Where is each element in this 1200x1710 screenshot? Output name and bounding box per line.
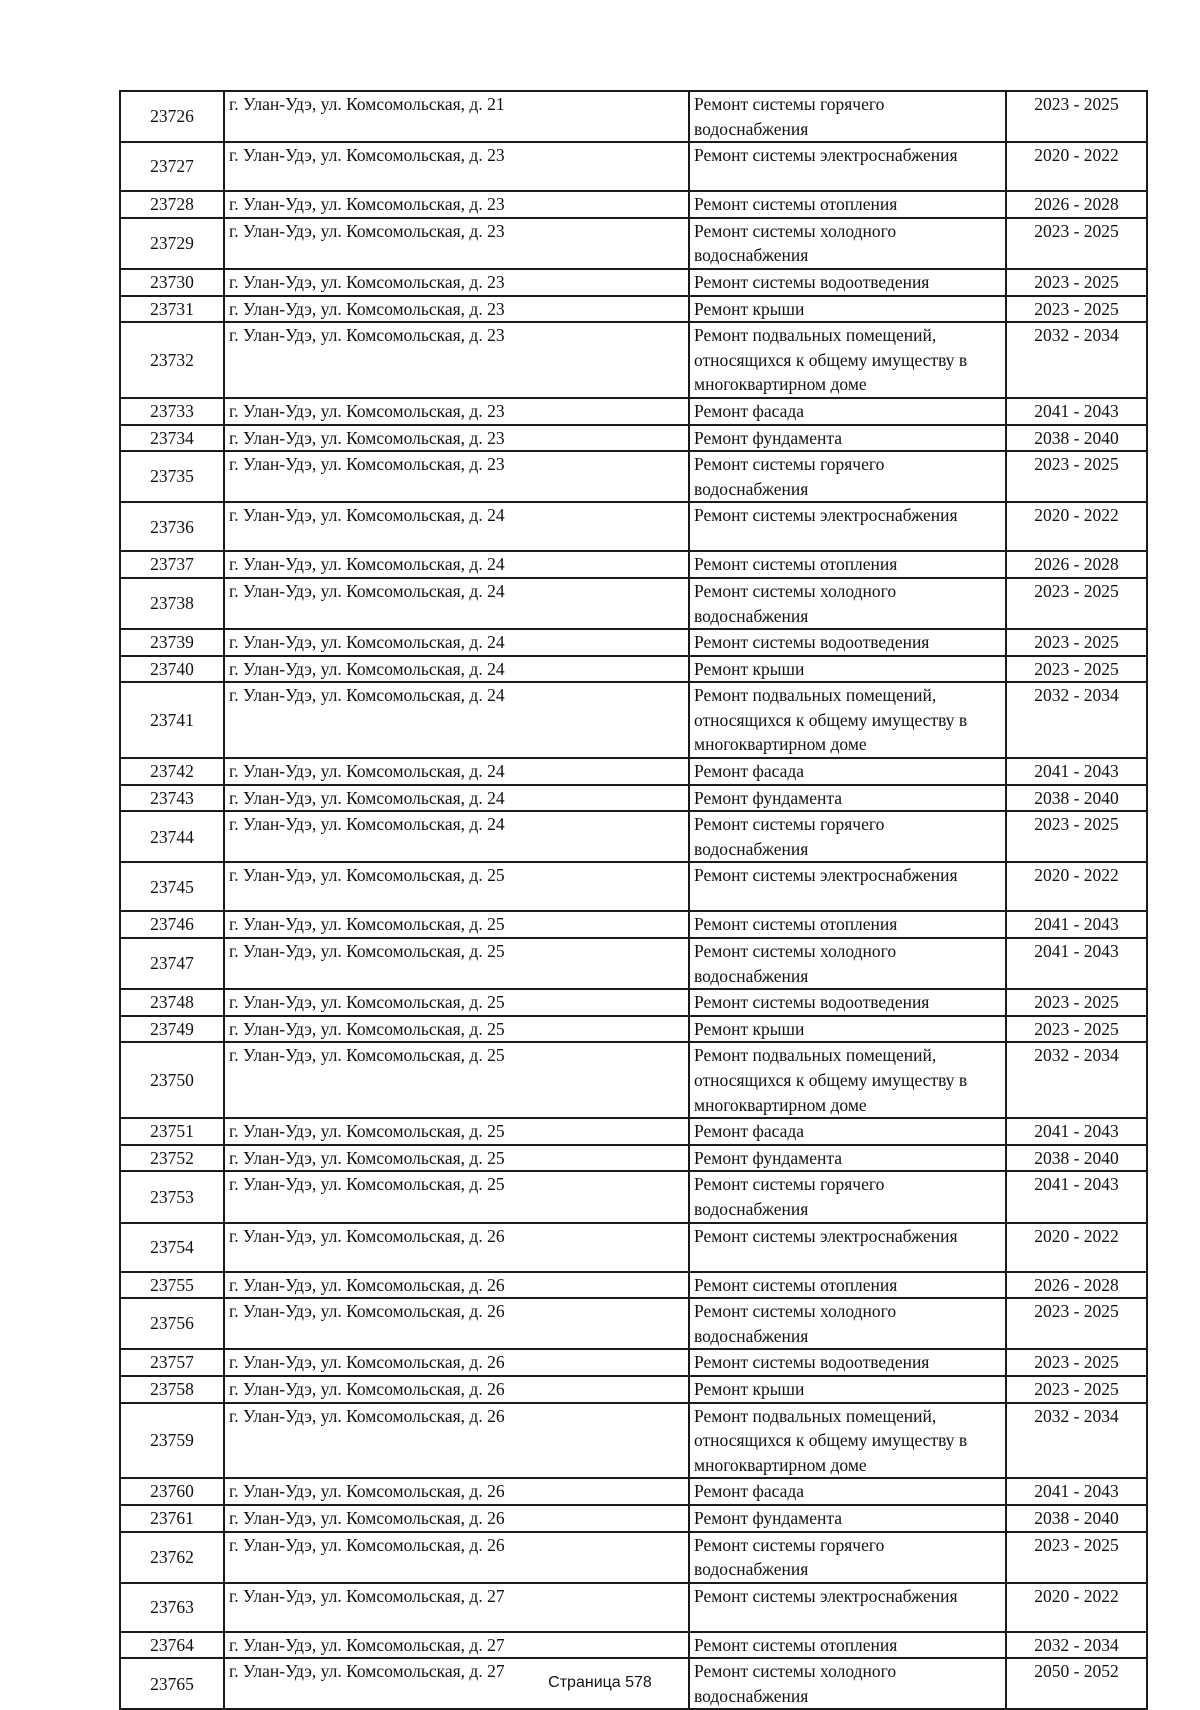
period-cell: 2038 - 2040: [1006, 1505, 1147, 1532]
address-cell: г. Улан-Удэ, ул. Комсомольская, д. 24: [224, 785, 689, 812]
work-type-cell: Ремонт фундамента: [689, 1145, 1006, 1172]
row-number: 23738: [120, 578, 224, 629]
table-row: [120, 862, 1147, 911]
row-number: 23729: [120, 218, 224, 269]
address-cell: г. Улан-Удэ, ул. Комсомольская, д. 25: [224, 1171, 689, 1222]
table-row: [120, 1272, 1147, 1299]
table-row: [120, 1118, 1147, 1145]
row-number: 23726: [120, 91, 224, 142]
table-row: [120, 91, 1147, 142]
table-row: [120, 578, 1147, 629]
period-cell: 2026 - 2028: [1006, 1272, 1147, 1299]
row-number: 23733: [120, 398, 224, 425]
work-type-cell: Ремонт системы водоотведения: [689, 1349, 1006, 1376]
period-cell: 2041 - 2043: [1006, 911, 1147, 938]
period-cell: 2032 - 2034: [1006, 682, 1147, 758]
period-cell: 2023 - 2025: [1006, 296, 1147, 323]
table-row: [120, 1223, 1147, 1272]
row-number: 23756: [120, 1298, 224, 1349]
table-row: [120, 1376, 1147, 1403]
row-number: 23752: [120, 1145, 224, 1172]
row-number: 23759: [120, 1403, 224, 1479]
row-number: 23762: [120, 1532, 224, 1583]
address-cell: г. Улан-Удэ, ул. Комсомольская, д. 24: [224, 811, 689, 862]
period-cell: 2032 - 2034: [1006, 322, 1147, 398]
row-number: 23758: [120, 1376, 224, 1403]
address-cell: г. Улан-Удэ, ул. Комсомольская, д. 24: [224, 578, 689, 629]
work-type-cell: Ремонт системы электроснабжения: [689, 1583, 1006, 1632]
work-type-cell: Ремонт системы горячего водоснабжения: [689, 91, 1006, 142]
period-cell: 2023 - 2025: [1006, 451, 1147, 502]
row-number: 23751: [120, 1118, 224, 1145]
work-type-cell: Ремонт системы холодного водоснабжения: [689, 218, 1006, 269]
work-type-cell: Ремонт системы горячего водоснабжения: [689, 811, 1006, 862]
row-number: 23763: [120, 1583, 224, 1632]
period-cell: 2038 - 2040: [1006, 785, 1147, 812]
document-page: [119, 90, 1146, 1710]
table-row: [120, 1171, 1147, 1222]
period-cell: 2041 - 2043: [1006, 1478, 1147, 1505]
period-cell: 2023 - 2025: [1006, 578, 1147, 629]
work-type-cell: Ремонт системы горячего водоснабжения: [689, 451, 1006, 502]
period-cell: 2041 - 2043: [1006, 938, 1147, 989]
page-number: Страница 578: [548, 1674, 652, 1691]
address-cell: г. Улан-Удэ, ул. Комсомольская, д. 24: [224, 758, 689, 785]
work-type-cell: Ремонт системы отопления: [689, 911, 1006, 938]
row-number: 23765: [120, 1658, 224, 1709]
period-cell: 2041 - 2043: [1006, 758, 1147, 785]
row-number: 23748: [120, 989, 224, 1016]
table-row: [120, 1632, 1147, 1659]
work-type-cell: Ремонт системы отопления: [689, 551, 1006, 578]
table-row: [120, 1042, 1147, 1118]
work-type-cell: Ремонт крыши: [689, 656, 1006, 683]
table-row: [120, 1349, 1147, 1376]
address-cell: г. Улан-Удэ, ул. Комсомольская, д. 26: [224, 1478, 689, 1505]
address-cell: г. Улан-Удэ, ул. Комсомольская, д. 23: [224, 296, 689, 323]
work-type-cell: Ремонт подвальных помещений, относящихся к общему имуществу в многоквартирном доме: [689, 1042, 1006, 1118]
row-number: 23737: [120, 551, 224, 578]
row-number: 23760: [120, 1478, 224, 1505]
period-cell: 2023 - 2025: [1006, 1016, 1147, 1043]
period-cell: 2050 - 2052: [1006, 1658, 1147, 1709]
work-type-cell: Ремонт системы горячего водоснабжения: [689, 1171, 1006, 1222]
address-cell: г. Улан-Удэ, ул. Комсомольская, д. 26: [224, 1298, 689, 1349]
work-type-cell: Ремонт системы отопления: [689, 1272, 1006, 1299]
table-row: [120, 1478, 1147, 1505]
period-cell: 2041 - 2043: [1006, 1171, 1147, 1222]
table-row: [120, 425, 1147, 452]
address-cell: г. Улан-Удэ, ул. Комсомольская, д. 25: [224, 1042, 689, 1118]
period-cell: 2023 - 2025: [1006, 629, 1147, 656]
table-row: [120, 682, 1147, 758]
table-row: [120, 551, 1147, 578]
period-cell: 2023 - 2025: [1006, 1376, 1147, 1403]
work-type-cell: Ремонт системы холодного водоснабжения: [689, 1298, 1006, 1349]
table-row: [120, 398, 1147, 425]
table-row: [120, 785, 1147, 812]
table-row: [120, 911, 1147, 938]
row-number: 23727: [120, 142, 224, 191]
address-cell: г. Улан-Удэ, ул. Комсомольская, д. 25: [224, 1145, 689, 1172]
row-number: 23730: [120, 269, 224, 296]
period-cell: 2023 - 2025: [1006, 811, 1147, 862]
period-cell: 2032 - 2034: [1006, 1042, 1147, 1118]
work-type-cell: Ремонт фасада: [689, 758, 1006, 785]
table-row: [120, 1505, 1147, 1532]
period-cell: 2023 - 2025: [1006, 91, 1147, 142]
period-cell: 2020 - 2022: [1006, 142, 1147, 191]
work-type-cell: Ремонт системы водоотведения: [689, 989, 1006, 1016]
row-number: 23754: [120, 1223, 224, 1272]
table-row: [120, 269, 1147, 296]
address-cell: г. Улан-Удэ, ул. Комсомольская, д. 27: [224, 1658, 689, 1709]
period-cell: 2038 - 2040: [1006, 425, 1147, 452]
address-cell: г. Улан-Удэ, ул. Комсомольская, д. 26: [224, 1349, 689, 1376]
row-number: 23744: [120, 811, 224, 862]
row-number: 23743: [120, 785, 224, 812]
period-cell: 2023 - 2025: [1006, 1349, 1147, 1376]
work-type-cell: Ремонт системы водоотведения: [689, 629, 1006, 656]
row-number: 23736: [120, 502, 224, 551]
row-number: 23728: [120, 191, 224, 218]
period-cell: 2023 - 2025: [1006, 1532, 1147, 1583]
table-row: [120, 1016, 1147, 1043]
row-number: 23747: [120, 938, 224, 989]
work-type-cell: Ремонт подвальных помещений, относящихся к общему имуществу в многоквартирном доме: [689, 322, 1006, 398]
address-cell: г. Улан-Удэ, ул. Комсомольская, д. 26: [224, 1532, 689, 1583]
period-cell: 2023 - 2025: [1006, 989, 1147, 1016]
table-row: [120, 811, 1147, 862]
address-cell: г. Улан-Удэ, ул. Комсомольская, д. 24: [224, 629, 689, 656]
work-type-cell: Ремонт системы водоотведения: [689, 269, 1006, 296]
row-number: 23761: [120, 1505, 224, 1532]
address-cell: г. Улан-Удэ, ул. Комсомольская, д. 25: [224, 862, 689, 911]
row-number: 23734: [120, 425, 224, 452]
work-type-cell: Ремонт фасада: [689, 1478, 1006, 1505]
row-number: 23735: [120, 451, 224, 502]
row-number: 23746: [120, 911, 224, 938]
row-number: 23749: [120, 1016, 224, 1043]
table-body: [120, 91, 1147, 1709]
period-cell: 2026 - 2028: [1006, 551, 1147, 578]
period-cell: 2020 - 2022: [1006, 862, 1147, 911]
address-cell: г. Улан-Удэ, ул. Комсомольская, д. 23: [224, 398, 689, 425]
address-cell: г. Улан-Удэ, ул. Комсомольская, д. 23: [224, 191, 689, 218]
address-cell: г. Улан-Удэ, ул. Комсомольская, д. 26: [224, 1272, 689, 1299]
row-number: 23750: [120, 1042, 224, 1118]
work-type-cell: Ремонт подвальных помещений, относящихся к общему имуществу в многоквартирном доме: [689, 682, 1006, 758]
repair-schedule-table: [119, 90, 1148, 1710]
row-number: 23732: [120, 322, 224, 398]
address-cell: г. Улан-Удэ, ул. Комсомольская, д. 26: [224, 1505, 689, 1532]
address-cell: г. Улан-Удэ, ул. Комсомольская, д. 26: [224, 1376, 689, 1403]
address-cell: г. Улан-Удэ, ул. Комсомольская, д. 23: [224, 322, 689, 398]
work-type-cell: Ремонт системы холодного водоснабжения: [689, 938, 1006, 989]
work-type-cell: Ремонт фасада: [689, 1118, 1006, 1145]
row-number: 23745: [120, 862, 224, 911]
work-type-cell: Ремонт системы электроснабжения: [689, 1223, 1006, 1272]
address-cell: г. Улан-Удэ, ул. Комсомольская, д. 23: [224, 425, 689, 452]
work-type-cell: Ремонт фундамента: [689, 785, 1006, 812]
period-cell: 2041 - 2043: [1006, 398, 1147, 425]
work-type-cell: Ремонт системы горячего водоснабжения: [689, 1532, 1006, 1583]
table-row: [120, 938, 1147, 989]
work-type-cell: Ремонт подвальных помещений, относящихся к общему имуществу в многоквартирном доме: [689, 1403, 1006, 1479]
address-cell: г. Улан-Удэ, ул. Комсомольская, д. 23: [224, 451, 689, 502]
table-row: [120, 1145, 1147, 1172]
row-number: 23753: [120, 1171, 224, 1222]
period-cell: 2023 - 2025: [1006, 269, 1147, 296]
row-number: 23742: [120, 758, 224, 785]
period-cell: 2020 - 2022: [1006, 1583, 1147, 1632]
address-cell: г. Улан-Удэ, ул. Комсомольская, д. 24: [224, 682, 689, 758]
address-cell: г. Улан-Удэ, ул. Комсомольская, д. 23: [224, 269, 689, 296]
work-type-cell: Ремонт системы электроснабжения: [689, 142, 1006, 191]
address-cell: г. Улан-Удэ, ул. Комсомольская, д. 25: [224, 1016, 689, 1043]
address-cell: г. Улан-Удэ, ул. Комсомольская, д. 27: [224, 1583, 689, 1632]
period-cell: 2038 - 2040: [1006, 1145, 1147, 1172]
period-cell: 2023 - 2025: [1006, 1298, 1147, 1349]
address-cell: г. Улан-Удэ, ул. Комсомольская, д. 27: [224, 1632, 689, 1659]
address-cell: г. Улан-Удэ, ул. Комсомольская, д. 25: [224, 989, 689, 1016]
work-type-cell: Ремонт системы отопления: [689, 191, 1006, 218]
work-type-cell: Ремонт системы отопления: [689, 1632, 1006, 1659]
row-number: 23757: [120, 1349, 224, 1376]
table-row: [120, 502, 1147, 551]
address-cell: г. Улан-Удэ, ул. Комсомольская, д. 23: [224, 142, 689, 191]
period-cell: 2020 - 2022: [1006, 1223, 1147, 1272]
row-number: 23764: [120, 1632, 224, 1659]
table-row: [120, 1298, 1147, 1349]
work-type-cell: Ремонт крыши: [689, 1376, 1006, 1403]
table-row: [120, 1532, 1147, 1583]
work-type-cell: Ремонт системы электроснабжения: [689, 862, 1006, 911]
period-cell: 2023 - 2025: [1006, 218, 1147, 269]
table-row: [120, 629, 1147, 656]
work-type-cell: Ремонт фасада: [689, 398, 1006, 425]
address-cell: г. Улан-Удэ, ул. Комсомольская, д. 24: [224, 502, 689, 551]
address-cell: г. Улан-Удэ, ул. Комсомольская, д. 26: [224, 1223, 689, 1272]
table-row: [120, 758, 1147, 785]
table-row: [120, 1403, 1147, 1479]
address-cell: г. Улан-Удэ, ул. Комсомольская, д. 26: [224, 1403, 689, 1479]
table-row: [120, 142, 1147, 191]
period-cell: 2032 - 2034: [1006, 1632, 1147, 1659]
address-cell: г. Улан-Удэ, ул. Комсомольская, д. 25: [224, 938, 689, 989]
table-row: [120, 191, 1147, 218]
table-row: [120, 989, 1147, 1016]
row-number: 23740: [120, 656, 224, 683]
period-cell: 2023 - 2025: [1006, 656, 1147, 683]
row-number: 23731: [120, 296, 224, 323]
work-type-cell: Ремонт крыши: [689, 1016, 1006, 1043]
table-row: [120, 296, 1147, 323]
period-cell: 2026 - 2028: [1006, 191, 1147, 218]
table-row: [120, 322, 1147, 398]
row-number: 23741: [120, 682, 224, 758]
row-number: 23739: [120, 629, 224, 656]
table-row: [120, 451, 1147, 502]
work-type-cell: Ремонт фундамента: [689, 1505, 1006, 1532]
work-type-cell: Ремонт системы холодного водоснабжения: [689, 1658, 1006, 1709]
work-type-cell: Ремонт фундамента: [689, 425, 1006, 452]
table-row: [120, 656, 1147, 683]
address-cell: г. Улан-Удэ, ул. Комсомольская, д. 21: [224, 91, 689, 142]
address-cell: г. Улан-Удэ, ул. Комсомольская, д. 24: [224, 551, 689, 578]
address-cell: г. Улан-Удэ, ул. Комсомольская, д. 25: [224, 911, 689, 938]
work-type-cell: Ремонт системы холодного водоснабжения: [689, 578, 1006, 629]
row-number: 23755: [120, 1272, 224, 1299]
period-cell: 2020 - 2022: [1006, 502, 1147, 551]
address-cell: г. Улан-Удэ, ул. Комсомольская, д. 25: [224, 1118, 689, 1145]
work-type-cell: Ремонт крыши: [689, 296, 1006, 323]
table-row: [120, 1583, 1147, 1632]
address-cell: г. Улан-Удэ, ул. Комсомольская, д. 24: [224, 656, 689, 683]
work-type-cell: Ремонт системы электроснабжения: [689, 502, 1006, 551]
period-cell: 2041 - 2043: [1006, 1118, 1147, 1145]
period-cell: 2032 - 2034: [1006, 1403, 1147, 1479]
table-row: [120, 218, 1147, 269]
address-cell: г. Улан-Удэ, ул. Комсомольская, д. 23: [224, 218, 689, 269]
